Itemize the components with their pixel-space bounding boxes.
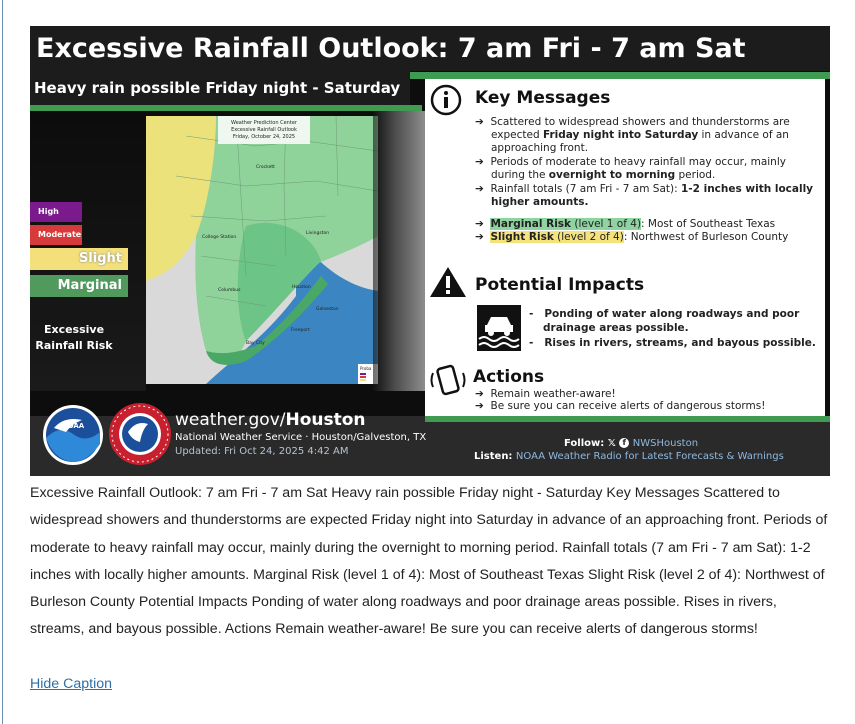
slight-risk-line: ➔ Slight Risk (level 2 of 4): Northwest of Burleson County: [475, 231, 789, 243]
key-messages-heading: Key Messages: [475, 88, 611, 108]
potential-impacts-heading: Potential Impacts: [475, 275, 645, 295]
graphic-subtitle: Heavy rain possible Friday night - Saturday: [30, 71, 410, 105]
image-caption: Excessive Rainfall Outlook: 7 am Fri - 7 am Sat Heavy rain possible Friday night - Saturday Key Messages Scattered to widespread showers and thunderstorms are expected Friday night into Saturday in advance of an approaching front. Periods of moderate to heavy rainfall may occur, mainly during the overnight to morning period. Rainfall totals (7 am Fri - 7 am Sat): 1-2 inches with locally higher amounts. Marginal Risk (level 1 of 4): Most of Southeast Texas Slight Risk (level 2 of 4): Northwest of Burleson County Potential Impacts Ponding of water along roadways and poor drainage areas possible. Rises in rivers, streams, and bayous possible. Actions Remain weather-aware! Be sure you can receive alerts of dangerous storms!: [30, 485, 828, 638]
city-label: Freeport: [291, 328, 310, 333]
office-name: National Weather Service · Houston/Galveston, TX: [175, 432, 427, 443]
svg-text:NOAA: NOAA: [61, 422, 85, 430]
risk-slight: Slight: [30, 248, 128, 270]
updated-time: Updated: Fri Oct 24, 2025 4:42 AM: [175, 446, 349, 457]
rainfall-outlook-graphic: [30, 26, 830, 476]
map-header-line1: Weather Prediction Center: [231, 120, 297, 126]
gradient-fade: [373, 111, 428, 391]
map-header-line2: Excessive Rainfall Outlook: [231, 127, 297, 133]
noaa-logo: [42, 404, 104, 466]
risk-marginal: Marginal: [30, 275, 128, 297]
city-label: Galveston: [316, 307, 339, 312]
left-border: [2, 0, 3, 724]
risk-moderate: Moderate: [30, 225, 82, 245]
follow-line: Follow: 𝕏 f NWSHouston: [564, 438, 699, 449]
city-label: Crockett: [256, 165, 275, 170]
outlook-map: [146, 116, 378, 384]
facebook-icon: f: [619, 438, 629, 448]
map-legend-label: Proba: [360, 366, 372, 371]
city-label: College Station: [202, 235, 237, 240]
accent-bar: [425, 416, 830, 422]
messages-panel: Key Messages ➔ Scattered to widespread showers and thunderstorms are expected Friday night into Saturday in advance of an approaching front. ➔ Periods of moderate to heavy rainfall may occur, mainly during the overnight to morning period. ➔ Rainfall totals (7 am Fri - 7 am Sat): 1-2 inches with locally higher amounts. ➔ Marginal Risk (level 1 of 4): Most of Southeast Texas ➔ Slight Risk (level 2 of 4): Northwest of Burleson County Potential Impacts - Ponding of water along roadways and poor drainage areas possible. - Rises in rivers, streams, and bayous possible. Actions ➔ Remain weather-aware! ➔ Be sure you can receive alerts of dangerous storms!: [425, 79, 825, 416]
graphic-title: Excessive Rainfall Outlook: 7 am Fri - 7 am Sat: [30, 26, 830, 71]
x-logo-icon: 𝕏: [607, 438, 616, 449]
marginal-risk-line: ➔ Marginal Risk (level 1 of 4): Most of Southeast Texas: [475, 218, 776, 230]
info-icon: [430, 84, 462, 116]
hide-caption-link[interactable]: Hide Caption: [30, 676, 113, 692]
warning-icon: [429, 265, 467, 299]
map-header-line3: Friday, October 24, 2025: [232, 134, 296, 140]
city-label: Houston: [292, 285, 311, 290]
website-link: weather.gov/Houston: [175, 410, 366, 430]
phone-alert-icon: [429, 363, 467, 397]
nws-logo: [108, 402, 172, 466]
risk-legend-caption: Excessive Rainfall Risk: [35, 323, 113, 352]
actions-heading: Actions: [473, 367, 545, 387]
city-label: Livingston: [306, 231, 330, 236]
flooded-car-icon: [477, 305, 521, 351]
risk-high: High: [30, 202, 82, 222]
accent-bar: [410, 72, 830, 79]
listen-line: Listen: NOAA Weather Radio for Latest Forecasts & Warnings: [474, 451, 784, 462]
city-label: Bay City: [246, 341, 265, 346]
city-label: Columbus: [218, 288, 241, 293]
